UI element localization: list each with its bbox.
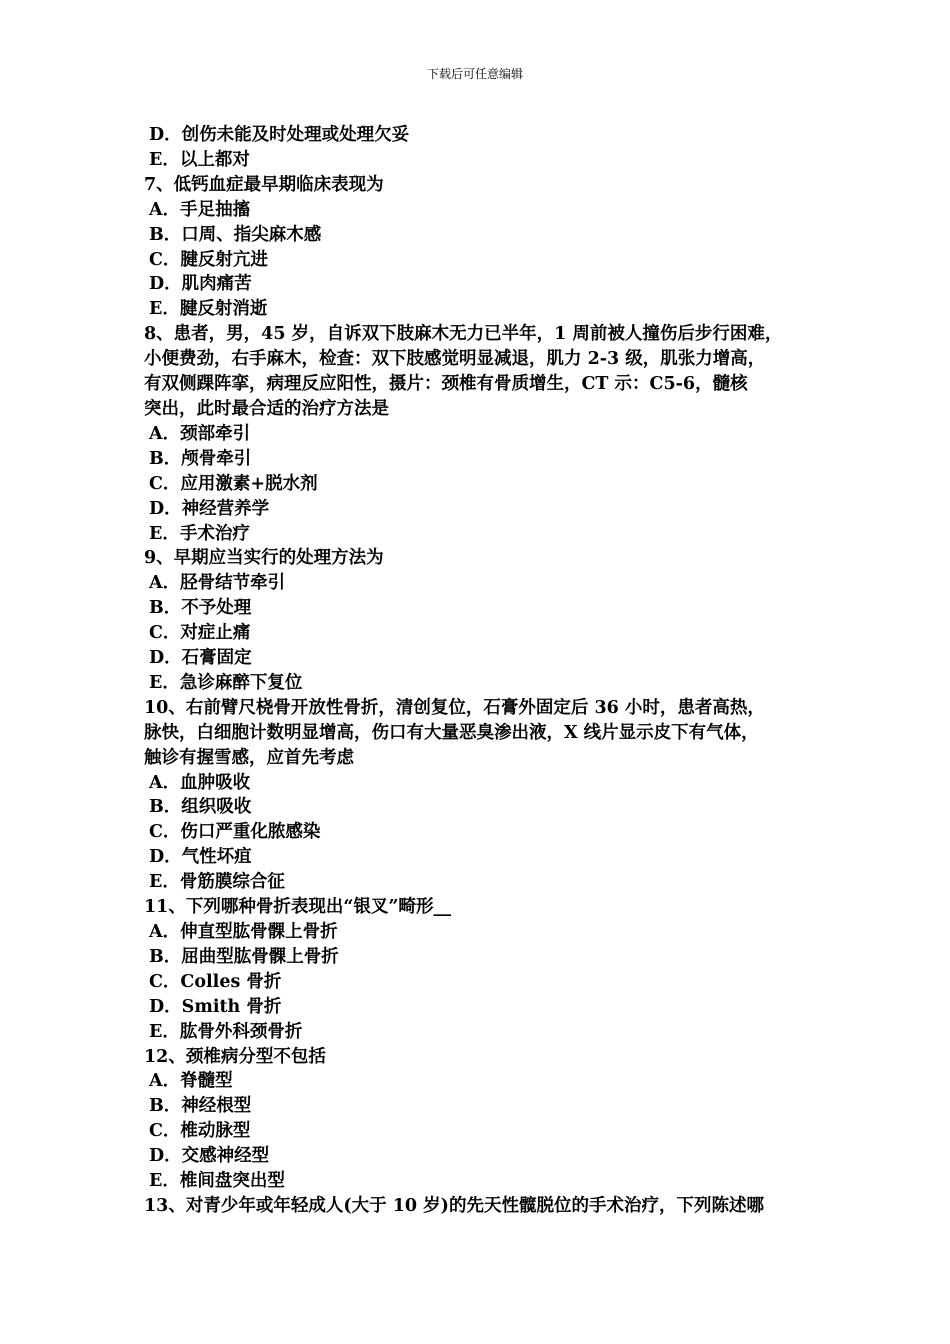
answer-option: D．Smith 骨折 [149, 996, 282, 1017]
answer-option: E．肱骨外科颈骨折 [149, 1021, 303, 1042]
answer-option: E．椎间盘突出型 [149, 1171, 285, 1192]
answer-option: A．脊髓型 [149, 1071, 233, 1092]
question-text: 9、早期应当实行的处理方法为 [144, 548, 384, 569]
answer-option: A．血肿吸收 [149, 772, 251, 793]
answer-option: D．气性坏疽 [149, 847, 252, 868]
answer-option: A．胫骨结节牵引 [149, 573, 286, 594]
answer-option: A．颈部牵引 [149, 423, 251, 444]
answer-option: D．神经营养学 [149, 498, 270, 519]
answer-option: C．伤口严重化脓感染 [149, 822, 321, 843]
question-text: 触诊有握雪感，应首先考虑 [144, 747, 354, 768]
answer-option: E．骨筋膜综合征 [149, 872, 285, 893]
answer-option: C．腱反射亢进 [149, 249, 268, 270]
question-text: 8、患者，男，45 岁，自诉双下肢麻木无力已半年，1 周前被人撞伤后步行困难， [144, 324, 783, 345]
answer-option: E．腱反射消逝 [149, 299, 268, 320]
answer-option: D．交感神经型 [149, 1146, 270, 1167]
answer-option: C．对症止痛 [149, 623, 251, 644]
answer-option: C．应用激素+脱水剂 [149, 473, 318, 494]
answer-option: E．手术治疗 [149, 523, 250, 544]
answer-option: C．Colles 骨折 [149, 971, 282, 992]
question-text: 13、对青少年或年轻成人(大于 10 岁)的先天性髋脱位的手术治疗，下列陈述哪 [144, 1195, 764, 1216]
answer-option: D．石膏固定 [149, 648, 252, 669]
question-text: 11、下列哪种骨折表现出“银叉”畸形__ [144, 897, 451, 918]
answer-option: B．颅骨牵引 [149, 448, 252, 469]
question-text: 12、颈椎病分型不包括 [144, 1046, 326, 1067]
answer-option: C．椎动脉型 [149, 1121, 251, 1142]
question-text: 7、低钙血症最早期临床表现为 [144, 174, 384, 195]
answer-option: A．手足抽搐 [149, 199, 251, 220]
answer-option: D．创伤未能及时处理或处理欠妥 [149, 125, 410, 145]
answer-option: B．不予处理 [149, 598, 252, 619]
page-header: 下载后可任意编辑 [426, 67, 523, 81]
question-text: 有双侧踝阵挛，病理反应阳性，摄片：颈椎有骨质增生，CT 示：C5-6，髓核 [144, 374, 748, 395]
question-text: 突出，此时最合适的治疗方法是 [144, 398, 389, 419]
answer-option: B．口周、指尖麻木感 [149, 224, 322, 245]
answer-option: B．神经根型 [149, 1096, 252, 1117]
answer-option: E．急诊麻醉下复位 [149, 672, 303, 693]
question-text: 10、右前臂尺桡骨开放性骨折，清创复位，石膏外固定后 36 小时，患者高热， [144, 697, 765, 718]
question-text: 脉快，白细胞计数明显增高，伤口有大量恶臭渗出液，X 线片显示皮下有气体， [144, 722, 759, 743]
question-text: 小便费劲，右手麻木，检查：双下肢感觉明显减退，肌力 2-3 级，肌张力增高， [144, 349, 766, 370]
answer-option: B．屈曲型肱骨髁上骨折 [149, 946, 339, 967]
answer-option: E．以上都对 [149, 149, 250, 170]
document-body [144, 123, 824, 1219]
answer-option: B．组织吸收 [149, 797, 252, 818]
answer-option: A．伸直型肱骨髁上骨折 [149, 922, 338, 942]
answer-option: D．肌肉痛苦 [149, 274, 252, 295]
